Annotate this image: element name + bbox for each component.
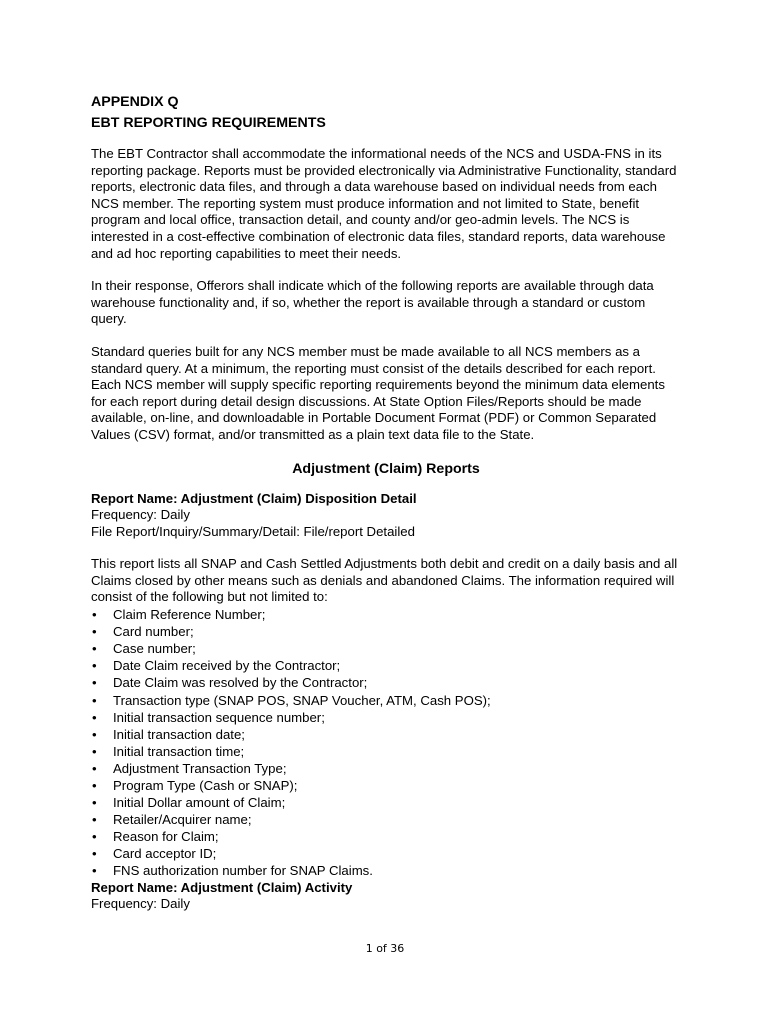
bullet-icon: • — [92, 709, 97, 725]
list-item-text: Initial Dollar amount of Claim; — [113, 795, 286, 811]
list-item-text: Case number; — [113, 641, 196, 657]
bullet-icon: • — [92, 641, 97, 657]
list-item-text: Adjustment Transaction Type; — [113, 760, 287, 776]
report1-frequency: Frequency: Daily — [91, 507, 190, 523]
list-item-text: Reason for Claim; — [113, 829, 219, 845]
list-item — [91, 760, 681, 777]
report1-field-list — [91, 606, 681, 880]
intro-paragraph-2: In their response, Offerors shall indicate which of the following reports are available through data warehouse functionality and, if so, whether the report is available through a standard or custom query. — [91, 278, 654, 327]
appendix-label: APPENDIX Q — [91, 94, 179, 110]
bullet-icon: • — [92, 624, 97, 640]
bullet-icon: • — [92, 760, 97, 776]
list-item — [91, 709, 681, 726]
bullet-icon: • — [92, 675, 97, 691]
list-item-text: Card acceptor ID; — [113, 846, 217, 862]
list-item — [91, 692, 681, 709]
report2-frequency: Frequency: Daily — [91, 896, 190, 912]
list-item — [91, 726, 681, 743]
list-item — [91, 640, 681, 657]
bullet-icon: • — [92, 692, 97, 708]
list-item — [91, 606, 681, 623]
page-number: 1 of 36 — [365, 942, 405, 955]
list-item — [91, 845, 681, 862]
list-item-text: Initial transaction sequence number; — [113, 709, 325, 725]
list-item — [91, 623, 681, 640]
bullet-icon: • — [92, 812, 97, 828]
bullet-icon: • — [92, 863, 97, 879]
report2-name: Report Name: Adjustment (Claim) Activity — [91, 879, 353, 895]
list-item-text: FNS authorization number for SNAP Claims. — [113, 863, 373, 879]
list-item-text: Date Claim was resolved by the Contractor; — [113, 675, 368, 691]
bullet-icon: • — [92, 743, 97, 759]
list-item-text: Card number; — [113, 624, 194, 640]
list-item — [91, 811, 681, 828]
list-item-text: Program Type (Cash or SNAP); — [113, 778, 298, 793]
list-item-text: Initial transaction date; — [113, 726, 245, 742]
list-item — [91, 674, 681, 691]
bullet-icon: • — [92, 726, 97, 742]
bullet-icon: • — [92, 846, 97, 862]
list-item-text: Initial transaction time; — [113, 743, 245, 759]
list-item — [91, 657, 681, 674]
list-item-text: Retailer/Acquirer name; — [113, 812, 252, 828]
report1-type: File Report/Inquiry/Summary/Detail: File/report Detailed — [91, 523, 415, 539]
list-item — [91, 862, 681, 879]
bullet-icon: • — [92, 607, 97, 623]
list-item-text: Date Claim received by the Contractor; — [113, 658, 341, 674]
intro-paragraph-3: Standard queries built for any NCS member must be made available to all NCS members as a standard query. At a minimum, the reporting must consist of the details described for each report. Each NCS member will supply specific reporting requirements beyond the minimum data elements for each report during detail design discussions. At State Option Files/Reports should be made available, on-line, and downloadable in Portable Document Format (PDF) or Common Separated Values (CSV) format, and/or transmitted as a plain text data file to the State. — [91, 343, 665, 442]
section-title: Adjustment (Claim) Reports — [292, 460, 480, 477]
list-item — [91, 743, 681, 760]
bullet-icon: • — [92, 658, 97, 674]
list-item-text: Transaction type (SNAP POS, SNAP Voucher, ATM, Cash POS); — [113, 692, 491, 708]
intro-paragraph-1: The EBT Contractor shall accommodate the informational needs of the NCS and USDA-FNS in its reporting package. Reports must be provided electronically via Administrative Functionality, standard reports, electronic data files, and through a data warehouse based on individual needs from each NCS member. The reporting system must produce information and not limited to State, benefit program and local office, transaction detail, and county and/or geo-admin levels. The NCS is interested in a cost-effective combination of electronic data files, standard reports, data warehouse and ad hoc reporting capabilities to meet their needs. — [91, 146, 677, 261]
document-page — [91, 92, 681, 913]
bullet-icon: • — [92, 829, 97, 845]
list-item-text: Claim Reference Number; — [113, 607, 266, 623]
list-item — [91, 828, 681, 845]
bullet-icon: • — [92, 778, 97, 793]
list-item — [91, 777, 681, 794]
report1-name: Report Name: Adjustment (Claim) Disposition Detail — [91, 490, 417, 506]
bullet-icon: • — [92, 795, 97, 811]
list-item — [91, 794, 681, 811]
report1-description: This report lists all SNAP and Cash Settled Adjustments both debit and credit on a daily basis and all Claims closed by other means such as denials and abandoned Claims. The information required will consist of the following but not limited to: — [91, 556, 678, 605]
page-title: EBT REPORTING REQUIREMENTS — [91, 115, 326, 131]
